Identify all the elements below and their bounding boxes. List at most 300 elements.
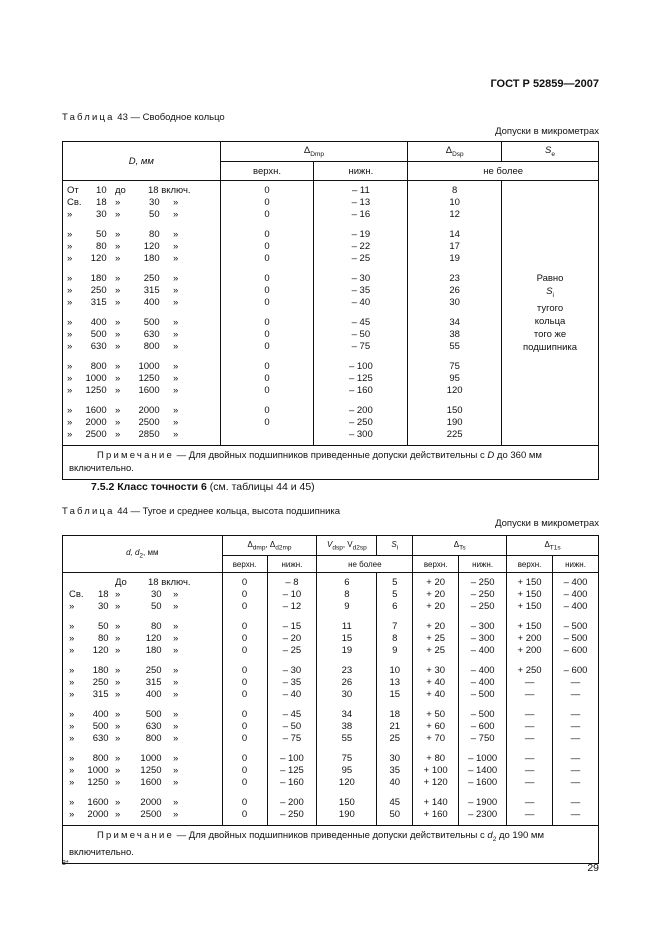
range-from: 80	[96, 241, 107, 252]
range-prefix: »	[69, 721, 75, 732]
t43-sub-nomore: не более	[408, 162, 599, 181]
range-line	[63, 185, 220, 197]
range-prefix: »	[67, 317, 73, 328]
range-mid: »	[115, 417, 121, 428]
range-line	[63, 373, 220, 385]
range-from: 120	[92, 645, 109, 656]
cell-ts-lower: – 300	[470, 621, 495, 632]
range-from: 1600	[87, 797, 109, 808]
cell-si: 25	[389, 733, 401, 744]
cell-vdsp: 150	[338, 797, 355, 808]
cell-lower: – 75	[282, 733, 302, 744]
cell-lower: – 300	[348, 429, 373, 440]
range-mid: »	[115, 721, 121, 732]
range-line	[63, 589, 222, 601]
cell-upper: 0	[241, 753, 248, 764]
cell-dsp: 150	[446, 405, 463, 416]
row-gap	[317, 745, 376, 753]
cell-ts-lower: – 1600	[468, 777, 498, 788]
range-suffix: »	[173, 209, 179, 220]
row-gap	[63, 353, 220, 361]
range-to: 80	[150, 621, 162, 632]
range-line	[63, 253, 220, 265]
t43-col-lower	[314, 181, 408, 446]
range-from: 630	[92, 733, 109, 744]
range-line	[63, 197, 220, 209]
t44-d-post: , мм	[143, 548, 159, 558]
cell-vdsp: 26	[341, 677, 353, 688]
row-gap	[314, 309, 407, 317]
cell-upper: 0	[241, 621, 248, 632]
t44-sub-upper-3: верхн.	[507, 556, 553, 573]
cell-ts-lower: – 400	[470, 645, 495, 656]
range-to: 315	[145, 677, 162, 688]
cell-ts-upper: + 50	[426, 709, 446, 720]
range-from: 120	[90, 253, 107, 264]
cell-dsp: 8	[452, 185, 458, 196]
range-from: 180	[92, 665, 109, 676]
cell-t1s-lower: —	[570, 709, 581, 720]
cell-dsp: 26	[449, 285, 460, 296]
range-suffix: »	[173, 797, 179, 808]
cell-ts-lower: – 750	[470, 733, 495, 744]
range-to: 1250	[140, 765, 162, 776]
t43-header-se	[502, 142, 599, 162]
cell-lower: – 125	[280, 765, 304, 776]
range-from: 2000	[85, 417, 107, 428]
cell-vdsp: 120	[338, 777, 355, 788]
cell-ts-lower: – 400	[470, 677, 495, 688]
cell-vdsp: 34	[341, 709, 353, 720]
range-mid: »	[115, 665, 121, 676]
cell-t1s-upper: —	[524, 689, 535, 700]
cell-t1s-lower: —	[570, 753, 581, 764]
range-line	[63, 621, 222, 633]
range-line	[63, 777, 222, 789]
cell-dsp: 95	[449, 373, 460, 384]
range-suffix: »	[173, 665, 179, 676]
t43-ddmp-sym: Δ	[303, 145, 311, 157]
range-mid: »	[115, 229, 121, 240]
cell-dsp: 55	[449, 341, 460, 352]
range-line	[63, 241, 220, 253]
cell-ts-upper: + 80	[426, 753, 446, 764]
cell-t1s-lower: – 600	[563, 665, 588, 676]
t43-header-d-text: D, мм	[128, 155, 154, 167]
cell-upper: 0	[241, 633, 248, 644]
cell-lower: – 125	[348, 373, 373, 384]
range-mid: »	[115, 601, 121, 612]
range-prefix: »	[69, 621, 75, 632]
range-prefix: »	[69, 601, 75, 612]
cell-lower: – 45	[282, 709, 302, 720]
cell-lower: – 50	[351, 329, 371, 340]
range-mid: До	[115, 577, 127, 588]
row-gap	[314, 353, 407, 361]
cell-si: 21	[389, 721, 401, 732]
range-suffix: »	[173, 361, 179, 372]
cell-ts-upper: + 20	[426, 589, 446, 600]
cell-upper: 0	[241, 721, 248, 732]
table44	[62, 535, 599, 864]
row-gap	[221, 265, 314, 273]
cell-si: 5	[392, 589, 398, 600]
range-from: 80	[97, 633, 109, 644]
cell-lower: – 160	[280, 777, 304, 788]
cell-t1s-lower: —	[570, 797, 581, 808]
t43-note-post: до 360 мм включительно.	[69, 450, 542, 474]
range-from: 800	[92, 753, 109, 764]
t43-se-line-2: тугого	[536, 302, 564, 314]
cell-t1s-upper: —	[524, 797, 535, 808]
range-prefix: »	[69, 709, 75, 720]
t44-col-v	[317, 573, 377, 826]
range-to: 400	[143, 297, 160, 308]
cell-si: 45	[389, 797, 401, 808]
cell-upper: 0	[241, 809, 248, 820]
row-gap	[223, 657, 267, 665]
range-from: 2000	[87, 809, 109, 820]
row-gap	[459, 745, 506, 753]
range-from: 180	[90, 273, 107, 284]
row-gap	[63, 397, 220, 405]
cell-t1s-upper: + 150	[517, 589, 542, 600]
cell-t1s-lower: – 400	[563, 601, 588, 612]
cell-t1s-upper: —	[524, 709, 535, 720]
cell-t1s-upper: + 150	[517, 621, 542, 632]
cell-t1s-upper: —	[524, 777, 535, 788]
cell-ts-lower: – 500	[470, 689, 495, 700]
cell-upper: 0	[241, 765, 248, 776]
range-mid: »	[115, 385, 121, 396]
cell-lower: – 35	[351, 285, 371, 296]
cell-vdsp: 8	[344, 589, 350, 600]
row-gap	[63, 309, 220, 317]
cell-upper: 0	[241, 777, 248, 788]
range-prefix: »	[67, 229, 73, 240]
cell-dsp: 120	[446, 385, 463, 396]
cell-si: 30	[389, 753, 401, 764]
cell-ts-lower: – 250	[470, 577, 495, 588]
range-mid: »	[115, 765, 121, 776]
range-to: 50	[150, 601, 162, 612]
row-gap	[63, 265, 220, 273]
t44-dmp-sub2: d2mp	[275, 544, 292, 552]
range-mid: »	[115, 733, 121, 744]
range-mid: »	[115, 633, 121, 644]
range-mid: »	[115, 645, 121, 656]
range-from: 30	[96, 209, 107, 220]
range-suffix: »	[173, 589, 179, 600]
cell-upper: 0	[264, 341, 270, 352]
t44-dmp-mid: , Δ	[265, 539, 276, 549]
range-from: 18	[97, 589, 109, 600]
cell-lower: – 10	[282, 589, 302, 600]
t44-header-d	[63, 536, 223, 573]
cell-dsp: 75	[449, 361, 460, 372]
cell-t1s-upper: —	[524, 721, 535, 732]
t43-se-s: S	[546, 286, 553, 298]
row-gap	[553, 789, 598, 797]
range-prefix: »	[67, 417, 73, 428]
row-gap	[63, 657, 222, 665]
cell-t1s-upper: —	[524, 765, 535, 776]
range-suffix: »	[173, 429, 179, 440]
cell-upper: 0	[264, 317, 270, 328]
range-to: 30	[149, 197, 160, 208]
row-gap	[553, 613, 598, 621]
t44-header-si	[377, 536, 413, 556]
range-from: 400	[92, 709, 109, 720]
cell-vdsp: 95	[341, 765, 353, 776]
range-line	[63, 429, 220, 441]
cell-lower: – 22	[351, 241, 371, 252]
row-gap	[507, 789, 552, 797]
footer-mark: 8*	[62, 860, 69, 867]
cell-ts-upper: + 20	[426, 601, 446, 612]
cell-lower: – 40	[351, 297, 371, 308]
row-gap	[377, 745, 412, 753]
range-line	[63, 273, 220, 285]
cell-upper: 0	[241, 645, 248, 656]
cell-t1s-lower: —	[570, 733, 581, 744]
row-gap	[413, 613, 458, 621]
range-from: 315	[90, 297, 107, 308]
cell-ts-upper: + 100	[423, 765, 448, 776]
cell-ts-upper: + 20	[426, 577, 446, 588]
range-to: 500	[145, 709, 162, 720]
t43-header-ddmp	[220, 142, 408, 162]
t43-col-se	[502, 181, 599, 446]
table44-title-word: Таблица	[62, 506, 115, 517]
range-to: 18 включ.	[148, 185, 191, 196]
cell-dsp: 190	[446, 417, 463, 428]
row-gap	[413, 745, 458, 753]
cell-lower: – 30	[282, 665, 302, 676]
t43-se-line-1	[502, 285, 598, 302]
range-prefix: »	[67, 273, 73, 284]
range-prefix: »	[67, 385, 73, 396]
row-gap	[63, 701, 222, 709]
t44-vdsp-sub2: d2sp	[352, 544, 367, 552]
range-suffix: »	[173, 317, 179, 328]
range-suffix: »	[173, 285, 179, 296]
range-suffix: »	[173, 689, 179, 700]
range-to: 2850	[138, 429, 160, 440]
cell-t1s-lower: —	[570, 809, 581, 820]
range-mid: »	[115, 361, 121, 372]
range-suffix: »	[173, 229, 179, 240]
range-to: 2000	[140, 797, 162, 808]
table43-units: Допуски в микрометрах	[495, 126, 599, 137]
range-to: 18 включ.	[148, 577, 191, 588]
cell-upper: 0	[264, 185, 270, 196]
range-prefix: »	[69, 809, 75, 820]
t43-sub-upper: верхн.	[220, 162, 314, 181]
cell-t1s-upper: + 200	[517, 633, 542, 644]
cell-ts-lower: – 1400	[468, 765, 498, 776]
t43-col-dsp	[408, 181, 502, 446]
cell-t1s-upper: + 200	[517, 645, 542, 656]
range-line	[63, 689, 222, 701]
cell-si: 13	[389, 677, 401, 688]
range-mid: »	[115, 317, 121, 328]
cell-dsp: 30	[449, 297, 460, 308]
row-gap	[317, 657, 376, 665]
cell-si: 7	[392, 621, 398, 632]
row-gap	[553, 701, 598, 709]
cell-si: 35	[389, 765, 401, 776]
cell-upper: 0	[264, 417, 270, 428]
row-gap	[268, 745, 317, 753]
t44-col-t1s-upper	[507, 573, 553, 826]
row-gap	[413, 657, 458, 665]
range-prefix: »	[67, 209, 73, 220]
cell-dsp: 14	[449, 229, 460, 240]
cell-upper: 0	[241, 709, 248, 720]
range-from: 250	[90, 285, 107, 296]
cell-upper: 0	[264, 209, 270, 220]
t44-vdsp-mid: , V	[342, 539, 353, 549]
row-gap	[459, 657, 506, 665]
cell-upper: 0	[241, 665, 248, 676]
row-gap	[413, 701, 458, 709]
cell-dsp: 19	[449, 253, 460, 264]
cell-t1s-lower: – 500	[563, 633, 588, 644]
t43-note-pre: — Для двойных подшипников приведенные допуски действительны с	[174, 450, 488, 461]
range-mid: до	[115, 185, 126, 196]
cell-t1s-upper: + 250	[517, 665, 542, 676]
t44-dmp-sym: Δ	[247, 539, 253, 549]
section-ref: (см. таблицы 44 и 45)	[206, 481, 315, 493]
row-gap	[268, 657, 317, 665]
cell-upper: 0	[264, 273, 270, 284]
range-suffix: »	[173, 601, 179, 612]
table44-title-rest: 44 — Тугое и среднее кольца, высота подшипника	[117, 506, 341, 517]
range-to: 180	[143, 253, 160, 264]
section-title: 7.5.2 Класс точности 6	[91, 481, 207, 493]
t43-ddsp-sub: Dsp	[452, 150, 464, 158]
range-line	[63, 417, 220, 429]
row-gap	[413, 789, 458, 797]
cell-vdsp: 30	[341, 689, 353, 700]
t43-note-word: Примечание	[97, 450, 174, 461]
cell-lower: – 12	[282, 601, 302, 612]
cell-t1s-upper: —	[524, 733, 535, 744]
t43-se-s-sub: i	[552, 291, 554, 299]
range-to: 50	[149, 209, 160, 220]
range-line	[63, 317, 220, 329]
cell-t1s-lower: – 400	[563, 589, 588, 600]
range-suffix: »	[173, 197, 179, 208]
range-mid: »	[115, 197, 121, 208]
cell-si: 18	[389, 709, 401, 720]
t44-si-sub: i	[396, 544, 399, 552]
range-to: 1250	[138, 373, 160, 384]
range-line	[63, 601, 222, 613]
t44-header-ts	[413, 536, 507, 556]
t44-t1s-sym: Δ	[544, 539, 550, 549]
range-to: 630	[145, 721, 162, 732]
range-prefix: »	[67, 253, 73, 264]
range-prefix: »	[67, 297, 73, 308]
range-prefix: »	[67, 373, 73, 384]
cell-upper: 0	[241, 797, 248, 808]
t43-se-line-0: Равно	[536, 273, 564, 285]
t43-col-d	[63, 181, 221, 446]
t44-sub-nomore: не более	[317, 556, 413, 573]
cell-upper: 0	[264, 229, 270, 240]
t44-sub-upper-2: верхн.	[413, 556, 459, 573]
row-gap	[377, 701, 412, 709]
cell-lower: – 16	[351, 209, 371, 220]
row-gap	[408, 265, 501, 273]
cell-upper: 0	[241, 577, 248, 588]
t43-se-sym: S	[545, 145, 552, 157]
range-suffix: »	[173, 753, 179, 764]
cell-vdsp: 15	[341, 633, 353, 644]
row-gap	[408, 221, 501, 229]
t44-note	[63, 826, 599, 864]
cell-lower: – 15	[282, 621, 302, 632]
range-line	[63, 329, 220, 341]
cell-ts-lower: – 1000	[468, 753, 498, 764]
range-mid: »	[115, 329, 121, 340]
range-from: 1000	[87, 765, 109, 776]
cell-ts-lower: – 600	[470, 721, 495, 732]
range-to: 2000	[138, 405, 160, 416]
range-prefix: »	[67, 429, 73, 440]
t44-col-ts-lower	[459, 573, 507, 826]
range-to: 30	[150, 589, 162, 600]
t44-vdsp-sym: V	[327, 539, 333, 549]
t44-header-dmp	[222, 536, 317, 556]
range-prefix: »	[67, 241, 73, 252]
range-to: 400	[145, 689, 162, 700]
range-line	[63, 753, 222, 765]
range-to: 250	[143, 273, 160, 284]
cell-upper: 0	[264, 241, 270, 252]
cell-dsp: 12	[449, 209, 460, 220]
row-gap	[221, 397, 314, 405]
cell-upper: 0	[264, 385, 270, 396]
range-prefix: »	[67, 405, 73, 416]
table44-title	[62, 506, 340, 517]
cell-vdsp: 19	[341, 645, 353, 656]
t43-se-line-3: кольца	[534, 315, 566, 327]
range-line	[63, 765, 222, 777]
cell-ts-upper: + 20	[426, 621, 446, 632]
cell-upper: 0	[264, 373, 270, 384]
t44-note-post: до 190 мм включительно.	[69, 830, 544, 858]
row-gap	[314, 265, 407, 273]
range-line	[63, 677, 222, 689]
t44-sub-lower-1: нижн.	[267, 556, 317, 573]
range-suffix: »	[173, 809, 179, 820]
cell-dsp: 23	[449, 273, 460, 284]
cell-ts-upper: + 25	[426, 645, 446, 656]
cell-ts-upper: + 160	[423, 809, 448, 820]
range-from: 1600	[85, 405, 107, 416]
table44-units: Допуски в микрометрах	[495, 518, 599, 529]
t44-sub-upper-1: верхн.	[222, 556, 267, 573]
range-suffix: »	[173, 733, 179, 744]
range-from: 800	[90, 361, 107, 372]
row-gap	[317, 701, 376, 709]
t43-se-line-5: подшипника	[523, 341, 578, 353]
cell-upper: 0	[241, 689, 248, 700]
range-suffix: »	[173, 341, 179, 352]
